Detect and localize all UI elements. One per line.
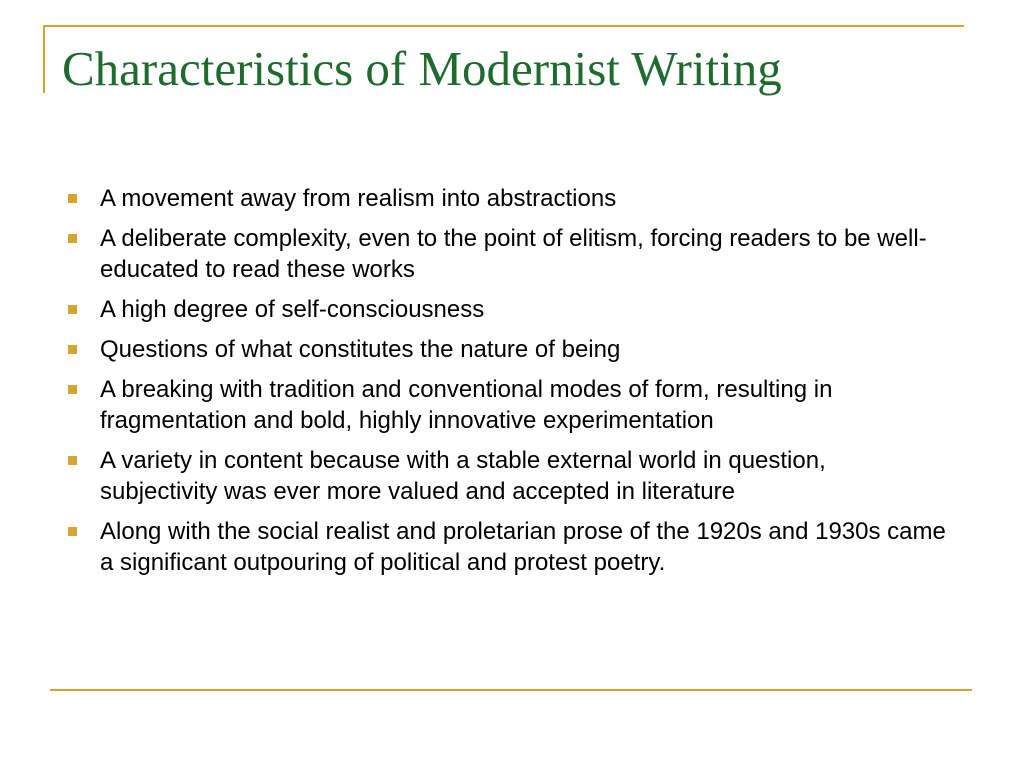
- bullet-text: Along with the social realist and proletarian prose of the 1920s and 1930s came a significant outpouring of political and protest poetry.: [100, 518, 946, 576]
- bottom-frame-line: [50, 689, 972, 691]
- bullet-item: [68, 516, 948, 578]
- bullet-item: [68, 223, 948, 285]
- bullet-item: [68, 374, 948, 436]
- bullet-text: A deliberate complexity, even to the point of elitism, forcing readers to be well-educated to read these works: [100, 225, 927, 283]
- bullet-item: [68, 294, 948, 325]
- bullet-text: A high degree of self-consciousness: [100, 296, 485, 323]
- bullet-item: [68, 183, 948, 214]
- top-frame-line: [43, 25, 964, 27]
- bullet-text: A breaking with tradition and conventional modes of form, resulting in fragmentation and bold, highly innovative experimentation: [100, 376, 833, 434]
- bullet-text: A variety in content because with a stable external world in question, subjectivity was ever more valued and accepted in literature: [100, 447, 826, 505]
- square-bullet-icon: [68, 385, 77, 394]
- square-bullet-icon: [68, 234, 77, 243]
- slide-title: Characteristics of Modernist Writing: [62, 41, 782, 96]
- square-bullet-icon: [68, 527, 77, 536]
- square-bullet-icon: [68, 456, 77, 465]
- bullet-text: Questions of what constitutes the nature of being: [100, 336, 621, 363]
- left-frame-line: [43, 25, 45, 93]
- bullet-item: [68, 445, 948, 507]
- square-bullet-icon: [68, 305, 77, 314]
- bullet-text: A movement away from realism into abstractions: [100, 185, 617, 212]
- bullet-item: [68, 334, 948, 365]
- square-bullet-icon: [68, 345, 77, 354]
- square-bullet-icon: [68, 194, 77, 203]
- bullet-list: [68, 183, 948, 587]
